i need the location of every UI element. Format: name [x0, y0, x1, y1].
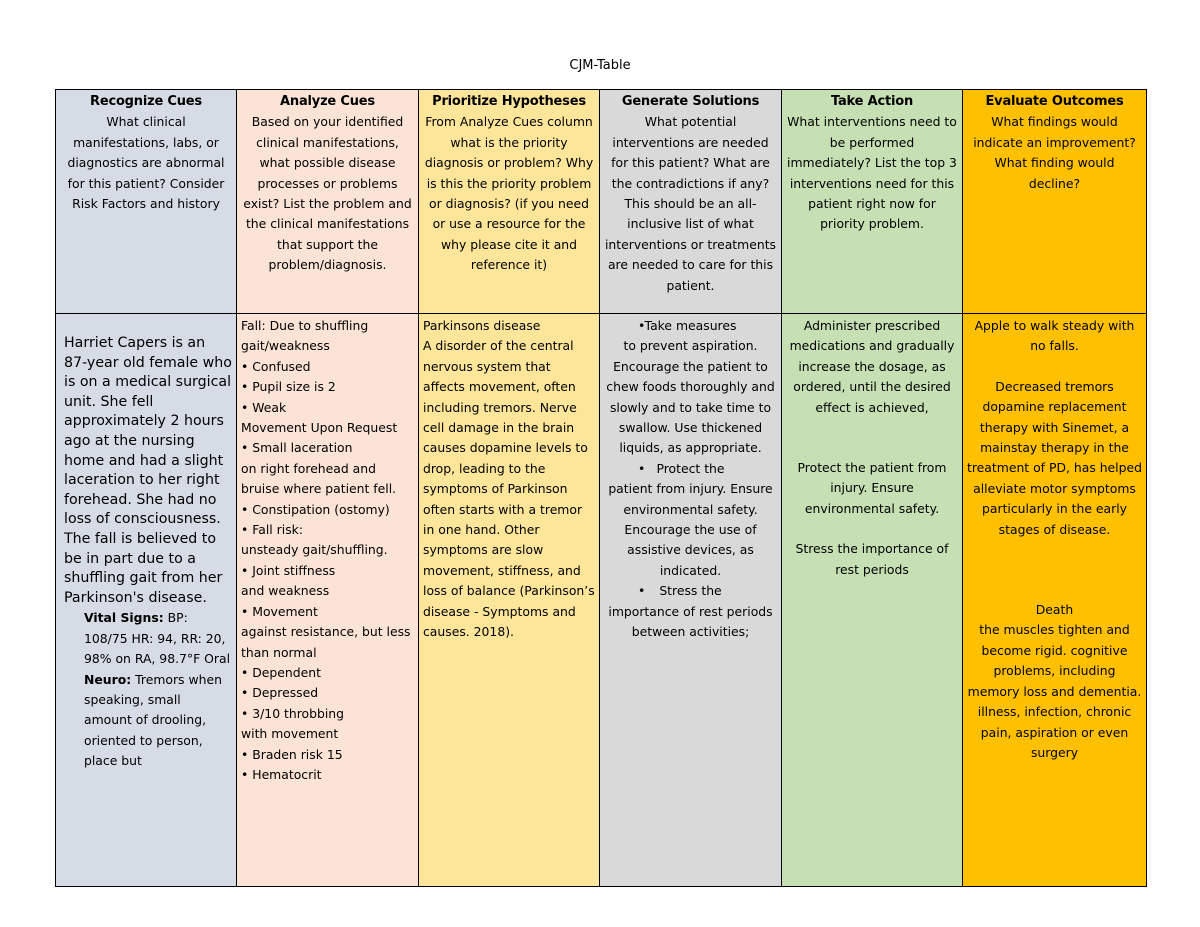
outcome-decline: the muscles tighten and become rigid. cognitive problems, including memory loss and dementia. illness, infection, chronic pain, aspiration or even surgery	[967, 622, 1142, 760]
outcome-decline-heading: Death	[1035, 602, 1074, 618]
header-take-action	[782, 90, 963, 314]
vital-signs	[60, 608, 232, 669]
cell-generate-solutions	[600, 314, 782, 887]
header-row	[56, 90, 1147, 314]
bullet-item: • Take measures	[604, 316, 777, 336]
list-item: • Weak	[241, 399, 287, 415]
list-item: • Small laceration	[241, 440, 353, 456]
neuro-values: Tremors when speaking, small amount of drooling, oriented to person, place but	[84, 671, 222, 769]
page-title: CJM-Table	[569, 58, 631, 73]
header-description: What potential interventions are needed for this patient? What are the contradictions if any? This should be an all-inclusive list of what interventions or treatments are needed to care for this patient.	[604, 114, 777, 293]
priority-diagnosis: Parkinsons disease	[423, 318, 541, 333]
list-item: • Movement	[241, 603, 318, 619]
header-title: Prioritize Hypotheses	[432, 94, 586, 109]
list-item: and weakness	[241, 583, 330, 599]
priority-rationale: A disorder of the central nervous system that affects movement, often including tremors. Nerve cell damage in the brain causes dopamine levels to drop, leading to the symptoms of Parkinson often starts with a tremor in one hand. Other symptoms are slow movement, stiffness, and loss of balance (Parkinson’s disease - Symptoms and causes. 2018).	[423, 338, 595, 640]
outcome-improvement: Apple to walk steady with no falls.	[974, 318, 1135, 354]
content-row	[56, 314, 1147, 887]
header-evaluate-outcomes	[963, 90, 1147, 314]
bullet-icon: •	[638, 460, 646, 476]
header-title: Take Action	[830, 94, 914, 109]
bullet-text: importance of rest periods between activities;	[608, 603, 773, 640]
bullet-icon: •	[638, 583, 646, 599]
vital-signs-values: BP: 108/75 HR: 94, RR: 20, 98% on RA, 98.7°F Oral	[84, 610, 231, 667]
outcome-improvement-detail: Decreased tremors dopamine replacement therapy with Sinemet, a mainstay therapy in the treatment of PD, has helped alleviate motor symptoms particularly in the early stages of disease.	[967, 378, 1142, 537]
list-item: • Joint stiffness	[241, 562, 336, 578]
list-item: on right forehead and bruise where patient fell.	[241, 460, 397, 497]
list-item: • Confused	[241, 358, 311, 374]
list-item: • Braden risk 15	[241, 746, 343, 762]
list-item: • 3/10 throbbing	[241, 705, 345, 721]
bullet-item: • Stress the	[604, 581, 777, 601]
bullet-text: patient from injury. Ensure environmental safety. Encourage the use of assistive devices, as indicated.	[608, 481, 773, 578]
cell-take-action	[782, 314, 963, 887]
list-item: Fall: Due to shuffling gait/weakness	[241, 318, 369, 354]
list-item: unsteady gait/shuffling.	[241, 542, 388, 558]
list-item: • Constipation (ostomy)	[241, 501, 390, 517]
list-item: with movement	[241, 726, 339, 742]
neuro-findings	[60, 670, 232, 772]
list-item: • Pupil size is 2	[241, 379, 336, 395]
case-description: Harriet Capers is an 87-year old female who is on a medical surgical unit. She fell approximately 2 hours ago at the nursing home and had a slight laceration to her right forehead. She had no loss of consciousness. The fall is believed to be in part due to a shuffling gait from her Parkinson's disease.	[64, 335, 232, 606]
action-item: Stress the importance of rest periods	[795, 541, 949, 577]
list-item: • Fall risk:	[241, 522, 303, 538]
header-description: What interventions need to be performed immediately? List the top 3 interventions need for this patient right now for priority problem.	[787, 114, 957, 232]
list-item: • Dependent	[241, 664, 321, 680]
bullet-icon: •	[638, 318, 646, 333]
list-item: Movement Upon Request	[241, 420, 398, 436]
vital-signs-label: Vital Signs:	[84, 610, 164, 626]
header-analyze-cues	[237, 90, 419, 314]
header-description: What clinical manifestations, labs, or diagnostics are abnormal for this patient? Consider Risk Factors and history	[67, 114, 225, 212]
bullet-text: to prevent aspiration. Encourage the patient to chew foods thoroughly and slowly and to take time to swallow. Use thickened liquids, as appropriate.	[606, 338, 775, 456]
cjm-table	[55, 89, 1147, 887]
neuro-label: Neuro:	[84, 671, 132, 687]
header-recognize-cues	[56, 90, 237, 314]
header-title: Generate Solutions	[621, 94, 760, 109]
header-generate-solutions	[600, 90, 782, 314]
cell-analyze-cues	[237, 314, 419, 887]
header-title: Recognize Cues	[90, 94, 202, 109]
header-title: Analyze Cues	[280, 94, 375, 109]
header-description: What findings would indicate an improvement? What finding would decline?	[973, 114, 1136, 191]
header-description: Based on your identified clinical manifestations, what possible disease processes or problems exist? List the problem and the clinical manifestations that support the problem/diagnosis.	[243, 114, 412, 273]
cell-evaluate-outcomes	[963, 314, 1147, 887]
bullet-item: • Protect the	[604, 459, 777, 479]
header-prioritize-hypotheses	[419, 90, 600, 314]
header-description: From Analyze Cues column what is the priority diagnosis or problem? Why is this the priority problem or diagnosis? (if you need or use a resource for the why please cite it and reference it)	[424, 114, 594, 273]
list-item: against resistance, but less than normal	[241, 624, 411, 660]
header-title: Evaluate Outcomes	[985, 94, 1124, 109]
list-item: • Hematocrit	[241, 766, 322, 782]
action-item: Protect the patient from injury. Ensure environmental safety.	[797, 460, 947, 516]
cell-prioritize-hypotheses	[419, 314, 600, 887]
cell-recognize-cues	[56, 314, 237, 887]
list-item: • Depressed	[241, 685, 319, 701]
action-item: Administer prescribed medications and gradually increase the dosage, as ordered, until the desired effect is achieved,	[789, 318, 955, 415]
